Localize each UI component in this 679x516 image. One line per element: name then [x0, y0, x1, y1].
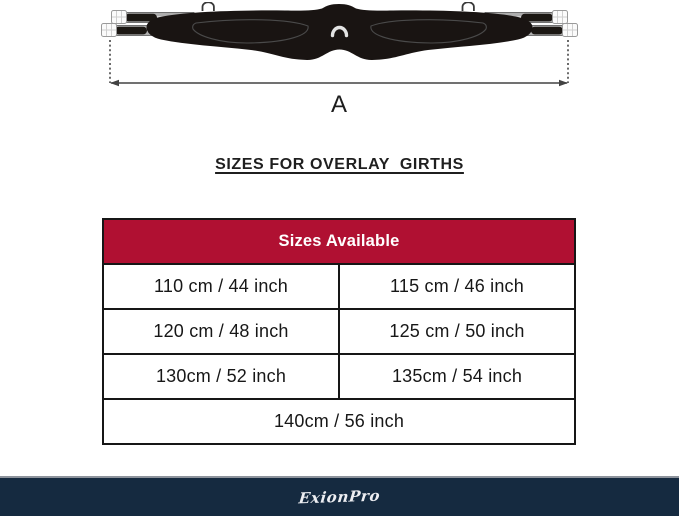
dimension-line: [110, 40, 568, 118]
girth-diagram: [0, 2, 679, 120]
brand-logo: ExionPro: [297, 486, 382, 508]
buckle-icon: [563, 24, 578, 37]
footer-bar: [0, 476, 679, 516]
size-cell: 115 cm / 46 inch: [339, 264, 575, 309]
strap-tab: [115, 27, 147, 35]
size-cell: 125 cm / 50 inch: [339, 309, 575, 354]
page-title: SIZES FOR OVERLAY GIRTHS: [215, 156, 464, 173]
arrowhead-left: [110, 80, 119, 86]
strap-tab: [531, 27, 563, 35]
buckle-icon: [112, 11, 127, 24]
dimension-label: A: [330, 91, 348, 118]
arrowhead-right: [559, 80, 568, 86]
table-row: [103, 264, 575, 309]
strap-loop-icon: [203, 2, 214, 11]
size-cell: 120 cm / 48 inch: [103, 309, 339, 354]
size-cell-full: 140cm / 56 inch: [103, 399, 575, 444]
table-header-cell: Sizes Available: [103, 219, 575, 264]
girth-body: [146, 2, 532, 60]
buckle-icon: [553, 11, 568, 24]
size-cell: 135cm / 54 inch: [339, 354, 575, 399]
sizes-table: [102, 218, 576, 445]
size-cell: 130cm / 52 inch: [103, 354, 339, 399]
strap-loop-icon: [462, 2, 473, 11]
size-cell: 110 cm / 44 inch: [103, 264, 339, 309]
table-row: [103, 309, 575, 354]
table-row: [103, 354, 575, 399]
table-header-row: [103, 219, 575, 264]
buckle-icon: [102, 24, 117, 37]
table-row: [103, 399, 575, 444]
